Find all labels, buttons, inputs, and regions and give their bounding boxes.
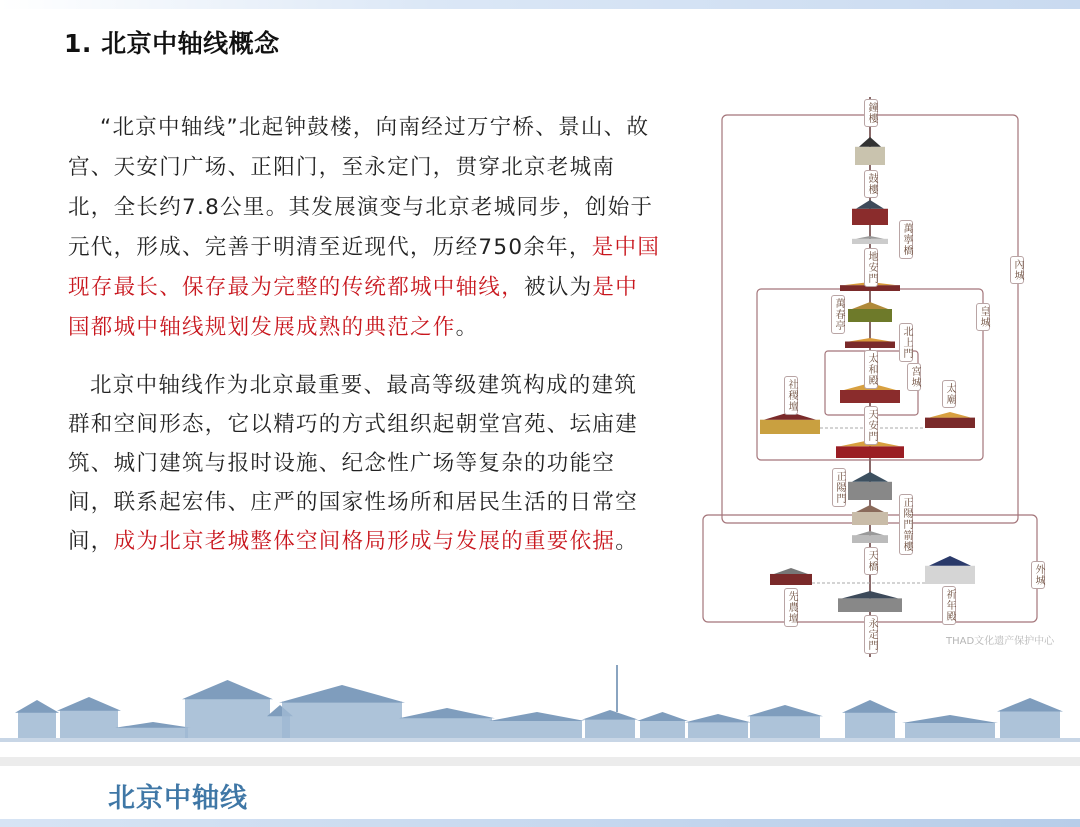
skyline-building bbox=[997, 698, 1063, 740]
text-segment: 间， bbox=[68, 529, 114, 554]
skyline-building bbox=[637, 712, 688, 740]
top-accent-bar bbox=[0, 0, 1080, 9]
label-taihe-hall: 太和殿 bbox=[864, 350, 878, 389]
skyline-building bbox=[685, 714, 751, 740]
text-line bbox=[68, 228, 678, 268]
axis-diagram bbox=[700, 90, 1070, 665]
text-line bbox=[68, 405, 678, 444]
label-sheji-altar: 社稷壇 bbox=[784, 376, 798, 415]
skyline-building bbox=[399, 708, 495, 740]
label-xiannong-altar: 先農壇 bbox=[784, 588, 798, 627]
sheji-altar-building bbox=[760, 412, 820, 434]
label-palace-city: 宮城 bbox=[907, 363, 921, 391]
skyline-ground bbox=[0, 738, 1080, 742]
text-segment: “北京中轴线”北起钟鼓楼，向南经过万宁桥、景山、故 bbox=[100, 115, 650, 140]
body-text bbox=[68, 108, 678, 561]
zhengyang-arrow-tower-building bbox=[852, 505, 888, 525]
label-imperial-city: 皇城 bbox=[976, 303, 990, 331]
text-line bbox=[68, 268, 678, 308]
drum-tower-building bbox=[852, 200, 888, 225]
skyline-building bbox=[902, 715, 998, 740]
label-yongding-gate: 永定門 bbox=[864, 615, 878, 654]
bottom-accent-bar bbox=[0, 819, 1080, 827]
label-qinian-hall: 祈年殿 bbox=[942, 586, 956, 625]
skyline-building bbox=[57, 697, 121, 740]
tianqiao-building bbox=[852, 531, 888, 543]
text-segment: 间，联系起宏伟、庄严的国家性场所和居民生活的日常空 bbox=[68, 490, 639, 515]
label-inner-city: 內城 bbox=[1010, 256, 1024, 284]
label-taimiao: 太廟 bbox=[942, 380, 956, 408]
skyline-building bbox=[15, 700, 59, 740]
paragraph-1 bbox=[68, 108, 678, 348]
text-line bbox=[68, 108, 678, 148]
text-line bbox=[68, 308, 678, 348]
label-beishang-gate: 北上門 bbox=[899, 323, 913, 362]
text-line bbox=[68, 522, 678, 561]
text-line bbox=[68, 148, 678, 188]
text-segment: 北，全长约7.8公里。其发展演变与北京老城同步，创始于 bbox=[68, 195, 654, 220]
skyline-building bbox=[747, 705, 823, 740]
beishang-gate-building bbox=[845, 338, 895, 348]
text-segment: 宫、天安门广场、正阳门，至永定门，贯穿北京老城南 bbox=[68, 155, 616, 180]
text-segment: 。 bbox=[615, 529, 639, 554]
zhengyang-gate-building bbox=[848, 472, 892, 500]
text-segment: 筑、城门建筑与报时设施、纪念性广场等复杂的功能空 bbox=[68, 451, 616, 476]
label-wanning-bridge: 萬寧橋 bbox=[899, 220, 913, 259]
qinian-hall-building bbox=[925, 556, 975, 584]
skyline-building bbox=[115, 722, 191, 740]
label-bell-tower: 鐘樓 bbox=[864, 99, 878, 127]
highlight-text: 现存最长、保存最为完整的传统都城中轴线， bbox=[68, 275, 525, 300]
text-line bbox=[68, 444, 678, 483]
label-tiananmen: 天安門 bbox=[864, 406, 878, 445]
taimiao-building bbox=[925, 412, 975, 428]
skyline-building bbox=[279, 685, 405, 740]
text-segment: 被认为 bbox=[524, 275, 593, 300]
label-tianqiao: 天橋 bbox=[864, 547, 878, 575]
bell-tower-building bbox=[855, 137, 885, 165]
yongding-gate-building bbox=[838, 591, 902, 612]
label-wanchun-pavilion: 萬春亭 bbox=[831, 295, 845, 334]
wanning-bridge-building bbox=[852, 236, 888, 244]
watermark: THAD文化遗产保护中心 bbox=[946, 636, 1055, 647]
skyline-illustration bbox=[0, 655, 1080, 750]
text-segment: 北京中轴线作为北京最重要、最高等级建筑构成的建筑 bbox=[90, 373, 638, 398]
page-title: 1. 北京中轴线概念 bbox=[64, 29, 280, 58]
label-outer-city: 外城 bbox=[1031, 561, 1045, 589]
skyline-building bbox=[842, 700, 898, 740]
paragraph-2 bbox=[68, 366, 678, 561]
text-line bbox=[68, 188, 678, 228]
footer-title: 北京中轴线 bbox=[108, 783, 248, 814]
xiannong-altar-building bbox=[770, 568, 812, 585]
wanchun-pavilion-building bbox=[848, 302, 892, 322]
label-drum-tower: 鼓樓 bbox=[864, 170, 878, 198]
highlight-text: 是中国 bbox=[591, 235, 661, 260]
label-zhengyang-gate: 正陽門 bbox=[832, 468, 846, 507]
skyline-building bbox=[182, 680, 273, 740]
text-segment: 。 bbox=[455, 315, 479, 340]
label-zhengyang-arrow-tower: 正陽門箭樓 bbox=[899, 494, 913, 555]
text-segment: 群和空间形态，它以精巧的方式组织起朝堂宫苑、坛庙建 bbox=[68, 412, 639, 437]
skyline-building bbox=[582, 710, 638, 740]
text-line bbox=[68, 483, 678, 522]
text-line bbox=[68, 366, 678, 405]
text-segment: 元代，形成、完善于明清至近现代，历经750余年， bbox=[68, 235, 592, 260]
highlight-text: 国都城中轴线规划发展成熟的典范之作 bbox=[68, 315, 456, 340]
skyline-building bbox=[489, 712, 585, 740]
label-dianmen: 地安門 bbox=[864, 248, 878, 287]
highlight-text: 是中 bbox=[592, 275, 639, 300]
highlight-text: 成为北京老城整体空间格局形成与发展的重要依据 bbox=[113, 529, 616, 554]
separator-bar bbox=[0, 757, 1080, 766]
